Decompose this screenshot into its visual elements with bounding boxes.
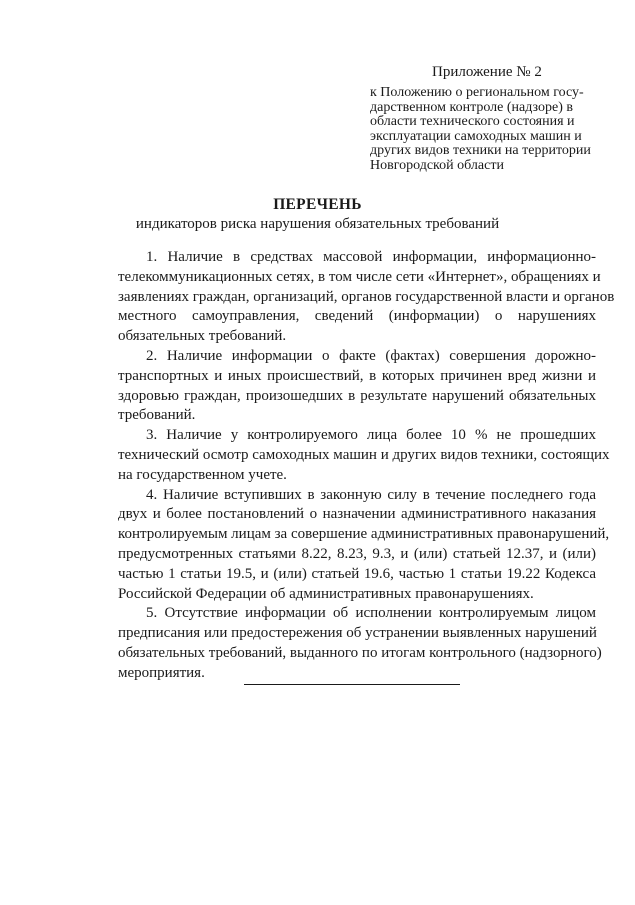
item-line: требований. [118, 407, 196, 424]
item-line: местного самоуправления, сведений (информации) о нарушениях [118, 308, 596, 325]
item-line: телекоммуникационных сетях, в том числе сети «Интернет», обращениях и [118, 268, 601, 285]
item-line: частью 1 статьи 19.5, и (или) статьей 19.6, частью 1 статьи 19.22 Кодекса [118, 565, 596, 582]
end-separator-line [244, 684, 460, 685]
item-line: 2. Наличие информации о факте (фактах) совершения дорожно- [146, 347, 596, 364]
item-line: обязательных требований. [118, 328, 287, 345]
document-title: ПЕРЕЧЕНЬ [273, 196, 362, 213]
indicator-list [118, 248, 615, 684]
item-line: Российской Федерации об административных правонарушениях. [118, 585, 534, 602]
item-line: обязательных требований, выданного по итогам контрольного (надзорного) [118, 644, 602, 661]
annex-line: других видов техники на территории [370, 143, 591, 158]
indicator-item-5 [118, 604, 602, 683]
annex-line: к Положению о региональном госу- [370, 85, 584, 100]
item-line: 4. Наличие вступивших в законную силу в течение последнего года [146, 486, 596, 503]
annex-line: дарственном контроле (надзоре) в [370, 99, 573, 115]
indicator-item-2 [118, 347, 596, 426]
annex-reference [370, 86, 610, 173]
item-line: технический осмотр самоходных машин и других видов техники, состоящих [118, 446, 610, 463]
item-line: 5. Отсутствие информации об исполнении контролируемым лицом [146, 605, 596, 622]
item-line: 3. Наличие у контролируемого лица более 10 % не прошедших [146, 427, 596, 444]
annex-line: Новгородской области [370, 157, 504, 173]
annex-line: эксплуатации самоходных машин и [370, 128, 582, 144]
annex-line: области технического состояния и [370, 114, 575, 129]
indicator-item-3 [118, 426, 610, 485]
indicator-item-4 [118, 486, 610, 605]
item-line: мероприятия. [118, 664, 205, 681]
item-line: транспортных и иных происшествий, в которых причинен вред жизни и [118, 367, 596, 384]
item-line: здоровью граждан, произошедших в результате нарушений обязательных [118, 387, 596, 404]
document-subtitle: индикаторов риска нарушения обязательных требований [135, 216, 500, 232]
item-line: 1. Наличие в средствах массовой информации, информационно- [146, 249, 596, 265]
indicator-item-1 [118, 248, 615, 347]
item-line: двух и более постановлений о назначении административного наказания [118, 506, 596, 523]
item-line: на государственном учете. [118, 466, 287, 483]
annex-title: Приложение № 2 [432, 64, 542, 80]
item-line: контролируемым лицам за совершение административных правонарушений, [118, 526, 610, 543]
item-line: предписания или предостережения об устранении выявленных нарушений [118, 625, 597, 642]
item-line: заявлениях граждан, организаций, органов государственной власти и органов [118, 288, 615, 305]
item-line: предусмотренных статьями 8.22, 8.23, 9.3, и (или) статьей 12.37, и (или) [118, 545, 596, 562]
